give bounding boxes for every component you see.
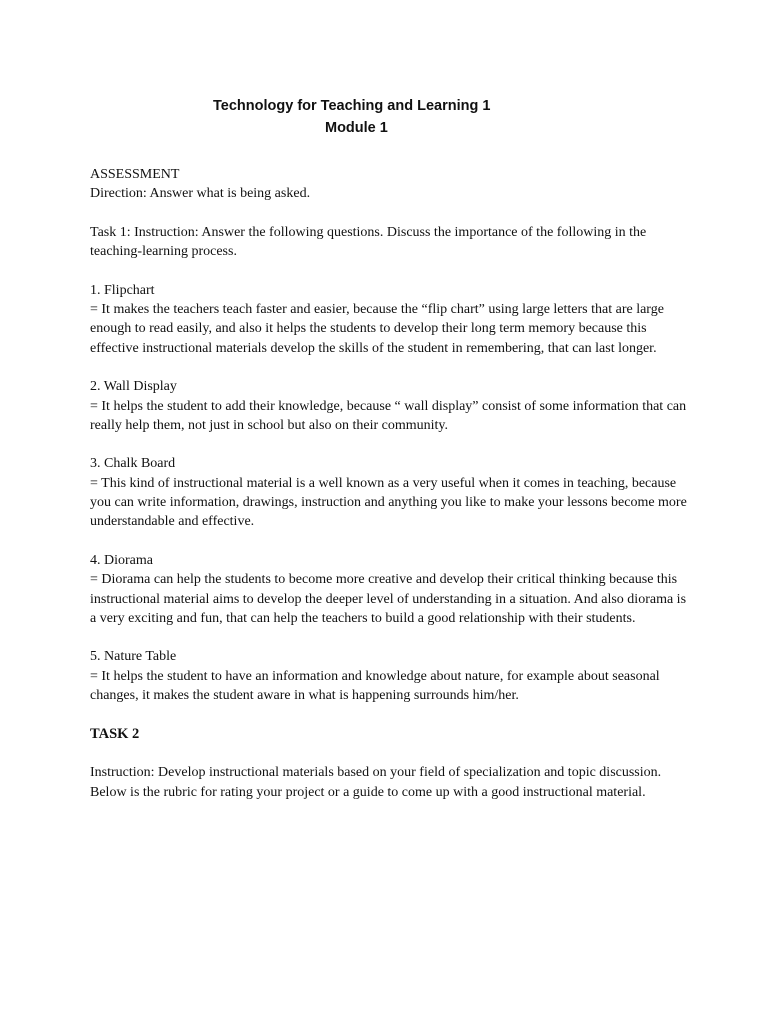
task2-heading: TASK 2 [90, 725, 140, 742]
item-answer: = It makes the teachers teach faster and easier, because the “flip chart” using large letters that are large enough to read easily, and also it helps the students to develop their long term memory because this effective instructional materials develop the skills of the student in remembering, that can last longer. [90, 302, 664, 356]
item-title: 4. Diorama [90, 552, 153, 568]
list-item [90, 377, 690, 435]
list-item [90, 647, 690, 705]
document-body [90, 165, 690, 802]
item-answer: = This kind of instructional material is a well known as a very useful when it comes in teaching, because you can write information, drawings, instruction and anything you like to make your lessons become more understandable and effective. [90, 475, 687, 530]
assessment-heading: ASSESSMENT [90, 167, 180, 182]
item-answer: = Diorama can help the students to become more creative and develop their critical thinking because this instructional material aims to develop the deeper level of understanding in a situation. And also diorama is a very exciting and fun, that can help the teachers to build a good relationship with their students. [90, 572, 687, 626]
module-label: Module 1 [325, 120, 388, 136]
list-item [90, 551, 690, 628]
item-title: 1. Flipchart [90, 282, 155, 298]
document-title: Technology for Teaching and Learning 1 [213, 98, 491, 114]
item-title: 3. Chalk Board [90, 456, 176, 472]
assessment-direction: Direction: Answer what is being asked. [90, 186, 311, 202]
item-title: 5. Nature Table [90, 649, 177, 665]
list-item [90, 454, 690, 531]
item-answer: = It helps the student to add their knowledge, because “ wall display” consist of some information that can really help them, not just in school but also on their community. [90, 398, 687, 433]
item-title: 2. Wall Display [90, 379, 177, 395]
item-answer: = It helps the student to have an information and knowledge about nature, for example about seasonal changes, it makes the student aware in what is happening surrounds him/her. [90, 668, 660, 704]
task1-instruction: Task 1: Instruction: Answer the following questions. Discuss the importance of the following in the teaching-learning process. [90, 224, 647, 260]
task2-instruction: Instruction: Develop instructional materials based on your field of specialization and topic discussion. Below is the rubric for rating your project or a guide to come up with a good instructional material. [90, 765, 662, 800]
list-item [90, 281, 690, 358]
